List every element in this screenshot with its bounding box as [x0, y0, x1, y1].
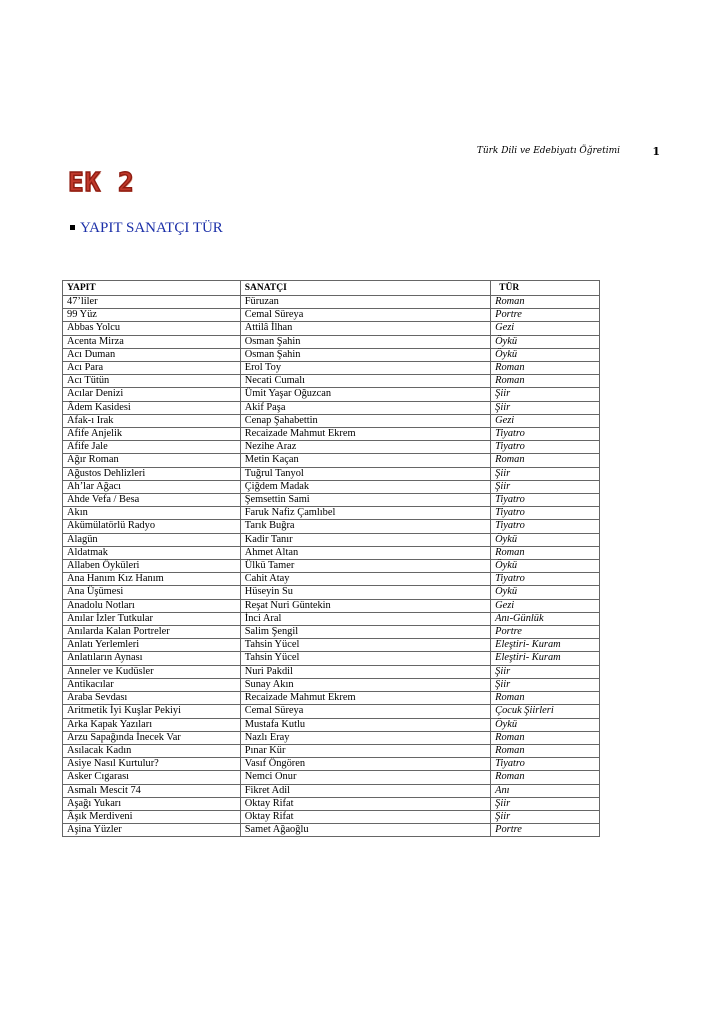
work-cell: 99 Yüz [63, 309, 241, 322]
work-cell: Asılacak Kadın [63, 744, 241, 757]
artist-cell: Tarık Buğra [240, 520, 490, 533]
work-cell: Anadolu Notları [63, 599, 241, 612]
page-title: EK 2 [68, 168, 135, 198]
genre-cell: Gezi [491, 322, 600, 335]
work-cell: Abbas Yolcu [63, 322, 241, 335]
artist-cell: Faruk Nafiz Çamlıbel [240, 507, 490, 520]
work-cell: Aritmetik İyi Kuşlar Pekiyi [63, 705, 241, 718]
table-row [63, 784, 600, 797]
table-row [63, 797, 600, 810]
table-row [63, 335, 600, 348]
work-cell: Alagün [63, 533, 241, 546]
table-row [63, 467, 600, 480]
work-cell: Allaben Öyküleri [63, 560, 241, 573]
genre-cell: Tiyatro [491, 428, 600, 441]
artist-cell: Necati Cumalı [240, 375, 490, 388]
genre-cell: Şiir [491, 797, 600, 810]
work-cell: Afak-ı Irak [63, 414, 241, 427]
work-cell: Anneler ve Kudüsler [63, 665, 241, 678]
genre-cell: Gezi [491, 414, 600, 427]
genre-cell: Şiir [491, 665, 600, 678]
genre-cell: Şiir [491, 467, 600, 480]
table-row [63, 362, 600, 375]
table-row [63, 309, 600, 322]
table-row [63, 441, 600, 454]
column-header-tur: TÜR [491, 281, 600, 296]
table-row [63, 599, 600, 612]
table-row [63, 546, 600, 559]
artist-cell: Salim Şengil [240, 626, 490, 639]
table-row [63, 771, 600, 784]
artist-cell: Samet Ağaoğlu [240, 824, 490, 837]
genre-cell: Eleştiri- Kuram [491, 652, 600, 665]
works-table [62, 280, 600, 837]
genre-cell: Tiyatro [491, 520, 600, 533]
work-cell: Arzu Sapağında İnecek Var [63, 731, 241, 744]
genre-cell: Tiyatro [491, 494, 600, 507]
artist-cell: Reşat Nuri Güntekin [240, 599, 490, 612]
genre-cell: Öykü [491, 586, 600, 599]
table-row [63, 731, 600, 744]
table-row [63, 692, 600, 705]
table-row [63, 560, 600, 573]
table-row [63, 573, 600, 586]
genre-cell: Anı-Günlük [491, 612, 600, 625]
artist-cell: Cahit Atay [240, 573, 490, 586]
work-cell: Araba Sevdası [63, 692, 241, 705]
artist-cell: Attilâ İlhan [240, 322, 490, 335]
artist-cell: Ahmet Altan [240, 546, 490, 559]
work-cell: Anlatı Yerlemleri [63, 639, 241, 652]
artist-cell: Erol Toy [240, 362, 490, 375]
artist-cell: Cenap Şahabettin [240, 414, 490, 427]
table-row [63, 678, 600, 691]
work-cell: Acılar Denizi [63, 388, 241, 401]
work-cell: Anılar İzler Tutkular [63, 612, 241, 625]
genre-cell: Anı [491, 784, 600, 797]
table-row [63, 718, 600, 731]
artist-cell: Metin Kaçan [240, 454, 490, 467]
work-cell: Acenta Mirza [63, 335, 241, 348]
table-row [63, 507, 600, 520]
artist-cell: İnci Aral [240, 612, 490, 625]
work-cell: Asmalı Mescit 74 [63, 784, 241, 797]
genre-cell: Öykü [491, 560, 600, 573]
artist-cell: Şemsettin Sami [240, 494, 490, 507]
table-body [63, 296, 600, 837]
genre-cell: Roman [491, 692, 600, 705]
work-cell: Âşık Merdiveni [63, 810, 241, 823]
work-cell: Acı Para [63, 362, 241, 375]
table-header-row [63, 281, 600, 296]
work-cell: Anlatıların Aynası [63, 652, 241, 665]
artist-cell: Kadir Tanır [240, 533, 490, 546]
work-cell: Akümülatörlü Radyo [63, 520, 241, 533]
genre-cell: Çocuk Şiirleri [491, 705, 600, 718]
table-row [63, 480, 600, 493]
artist-cell: Ülkü Tamer [240, 560, 490, 573]
artist-cell: Osman Şahin [240, 348, 490, 361]
work-cell: Akın [63, 507, 241, 520]
table-row [63, 454, 600, 467]
genre-cell: Portre [491, 824, 600, 837]
running-title: Türk Dili ve Edebiyatı Öğretimi [476, 146, 620, 156]
genre-cell: Öykü [491, 718, 600, 731]
genre-cell: Şiir [491, 678, 600, 691]
genre-cell: Eleştiri- Kuram [491, 639, 600, 652]
table-row [63, 744, 600, 757]
artist-cell: Oktay Rifat [240, 797, 490, 810]
genre-cell: Roman [491, 744, 600, 757]
table-row [63, 705, 600, 718]
artist-cell: Ümit Yaşar Oğuzcan [240, 388, 490, 401]
artist-cell: Cemal Süreya [240, 309, 490, 322]
work-cell: Anılarda Kalan Portreler [63, 626, 241, 639]
table-row [63, 296, 600, 309]
table-row [63, 758, 600, 771]
work-cell: Aşağı Yukarı [63, 797, 241, 810]
section-heading-text: YAPIT SANATÇI TÜR [80, 220, 223, 236]
artist-cell: Nemci Onur [240, 771, 490, 784]
table-row [63, 810, 600, 823]
table-row [63, 652, 600, 665]
work-cell: Ana Üşümesi [63, 586, 241, 599]
work-cell: Afife Jale [63, 441, 241, 454]
artist-cell: Pınar Kür [240, 744, 490, 757]
artist-cell: Nezihe Araz [240, 441, 490, 454]
table-row [63, 348, 600, 361]
table-row [63, 401, 600, 414]
artist-cell: Oktay Rifat [240, 810, 490, 823]
work-cell: Ağır Roman [63, 454, 241, 467]
artist-cell: Mustafa Kutlu [240, 718, 490, 731]
work-cell: Acı Duman [63, 348, 241, 361]
square-bullet-icon [70, 225, 75, 230]
genre-cell: Tiyatro [491, 441, 600, 454]
genre-cell: Roman [491, 771, 600, 784]
artist-cell: Füruzan [240, 296, 490, 309]
genre-cell: Gezi [491, 599, 600, 612]
artist-cell: Tahsin Yücel [240, 652, 490, 665]
table-row [63, 322, 600, 335]
artist-cell: Akif Paşa [240, 401, 490, 414]
work-cell: 47’liler [63, 296, 241, 309]
work-cell: Asiye Nasıl Kurtulur? [63, 758, 241, 771]
genre-cell: Şiir [491, 388, 600, 401]
genre-cell: Roman [491, 296, 600, 309]
work-cell: Ahde Vefa / Besa [63, 494, 241, 507]
page-number: 1 [652, 145, 660, 158]
artist-cell: Recaizade Mahmut Ekrem [240, 428, 490, 441]
section-heading [70, 220, 223, 237]
column-header-yapit: YAPIT [63, 281, 241, 296]
table-row [63, 586, 600, 599]
artist-cell: Osman Şahin [240, 335, 490, 348]
work-cell: Ağustos Dehlizleri [63, 467, 241, 480]
work-cell: Asker Cıgarası [63, 771, 241, 784]
genre-cell: Roman [491, 454, 600, 467]
genre-cell: Tiyatro [491, 573, 600, 586]
work-cell: Ana Hanım Kız Hanım [63, 573, 241, 586]
running-header [380, 146, 660, 160]
table-row [63, 520, 600, 533]
work-cell: Antikacılar [63, 678, 241, 691]
table-row [63, 665, 600, 678]
genre-cell: Roman [491, 362, 600, 375]
genre-cell: Roman [491, 375, 600, 388]
genre-cell: Roman [491, 546, 600, 559]
artist-cell: Tahsin Yücel [240, 639, 490, 652]
table-row [63, 375, 600, 388]
table-row [63, 626, 600, 639]
work-cell: Aşina Yüzler [63, 824, 241, 837]
genre-cell: Roman [491, 731, 600, 744]
table-row [63, 414, 600, 427]
artist-cell: Sunay Akın [240, 678, 490, 691]
table-row [63, 612, 600, 625]
column-header-sanatci: SANATÇI [240, 281, 490, 296]
artist-cell: Çiğdem Madak [240, 480, 490, 493]
artist-cell: Nazlı Eray [240, 731, 490, 744]
genre-cell: Öykü [491, 348, 600, 361]
artist-cell: Vasıf Öngören [240, 758, 490, 771]
genre-cell: Portre [491, 626, 600, 639]
work-cell: Âdem Kasidesi [63, 401, 241, 414]
table-row [63, 494, 600, 507]
artist-cell: Fikret Adil [240, 784, 490, 797]
genre-cell: Tiyatro [491, 758, 600, 771]
table-row [63, 824, 600, 837]
artist-cell: Nuri Pakdil [240, 665, 490, 678]
artist-cell: Recaizade Mahmut Ekrem [240, 692, 490, 705]
genre-cell: Şiir [491, 401, 600, 414]
artist-cell: Tuğrul Tanyol [240, 467, 490, 480]
genre-cell: Şiir [491, 480, 600, 493]
genre-cell: Portre [491, 309, 600, 322]
genre-cell: Tiyatro [491, 507, 600, 520]
table-row [63, 533, 600, 546]
artist-cell: Cemal Süreya [240, 705, 490, 718]
genre-cell: Öykü [491, 533, 600, 546]
work-cell: Ah’lar Ağacı [63, 480, 241, 493]
work-cell: Arka Kapak Yazıları [63, 718, 241, 731]
artist-cell: Hüseyin Su [240, 586, 490, 599]
table-row [63, 388, 600, 401]
work-cell: Acı Tütün [63, 375, 241, 388]
work-cell: Aldatmak [63, 546, 241, 559]
genre-cell: Şiir [491, 810, 600, 823]
genre-cell: Öykü [491, 335, 600, 348]
table-row [63, 639, 600, 652]
work-cell: Afife Anjelik [63, 428, 241, 441]
table-row [63, 428, 600, 441]
